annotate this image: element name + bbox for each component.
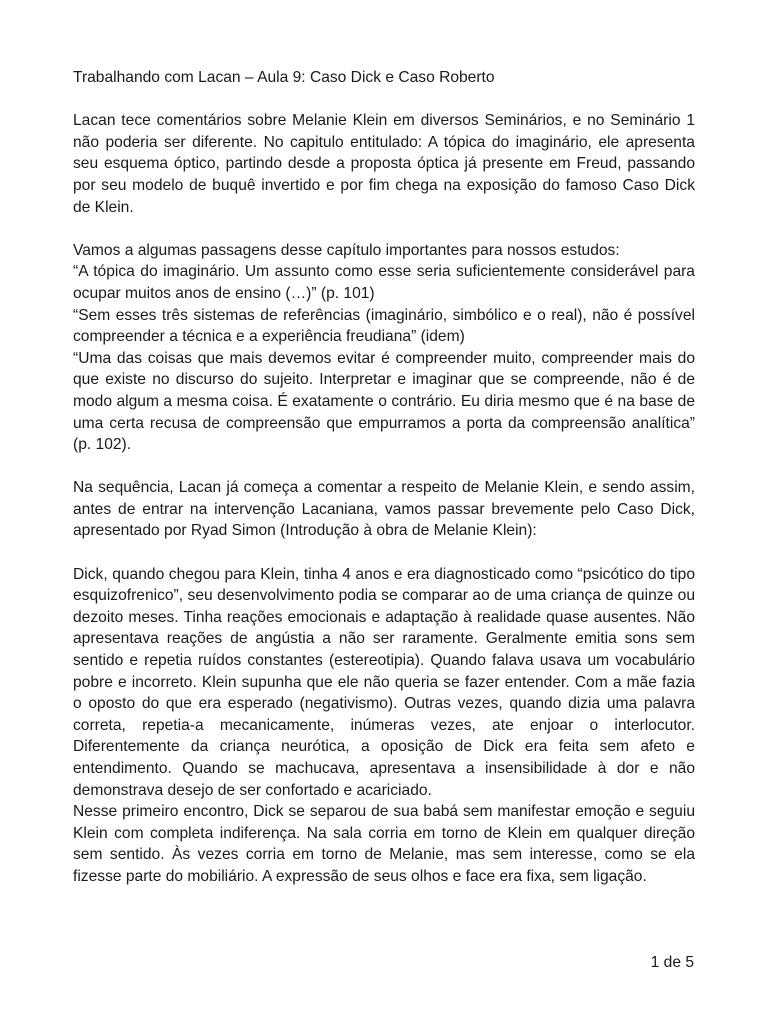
quote-topica-imaginario: “A tópica do imaginário. Um assunto como esse seria suficientemente considerável para ocupar muitos anos de ensino (…)” (p. 101) [73,263,695,302]
paragraph-intro: Lacan tece comentários sobre Melanie Klein em diversos Seminários, e no Seminário 1 não poderia ser diferente. No capitulo entitulado: A tópica do imaginário, ele apresenta seu esquema óptico, partindo desde a proposta óptica já presente em Freud, passando por seu modelo de buquê invertido e por fim chega na exposição do famoso Caso Dick de Klein. [73,112,695,216]
document-title: Trabalhando com Lacan – Aula 9: Caso Dick e Caso Roberto [73,69,495,86]
quote-tres-sistemas: “Sem esses três sistemas de referências (imaginário, simbólico e o real), não é possível compreender a técnica e a experiência freudiana” (idem) [73,306,695,346]
document-page [73,67,695,888]
paragraph-passages-intro: Vamos a algumas passagens desse capítulo importantes para nossos estudos: [73,241,620,259]
paragraph-primeiro-encontro: Nesse primeiro encontro, Dick se separou de sua babá sem manifestar emoção e seguiu Klein com completa indiferença. Na sala corria em torno de Klein em qualquer direção sem sentido. Às vezes corria em torno de Melanie, mas sem interesse, como se ela fizesse parte do mobiliário. A expressão de seus olhos e face era fixa, sem ligação. [73,803,695,885]
paragraph-caso-dick: Dick, quando chegou para Klein, tinha 4 anos e era diagnosticado como “psicótico do tipo esquizofrenico”, seu desenvolvimento podia se comparar ao de uma criança de quinze ou dezoito meses. Tinha reações emocionais e adaptação à realidade quase ausentes. Não apresentava reações de angústia a não ser raramente. Geralmente emitia sons sem sentido e repetia ruídos constantes (estereotipia). Quando falava usava um vocabulário pobre e incorreto. Klein supunha que ele não queria se fazer entender. Com a mãe fazia o oposto do que era esperado (negativismo). Outras vezes, quando dizia uma palavra correta, repetia-a mecanicamente, inúmeras vezes, ate enjoar o interlocutor. Diferentemente da criança neurótica, a oposição de Dick era feita sem afeto e entendimento. Quando se machucava, apresentava a insensibilidade à dor e não demonstrava desejo de ser confortado e acariciado. [73,565,695,799]
paragraph-sequencia: Na sequência, Lacan já começa a comentar a respeito de Melanie Klein, e sendo assim, antes de entrar na intervenção Lacaniana, vamos passar brevemente pelo Caso Dick, apresentado por Ryad Simon (Introdução à obra de Melanie Klein): [73,479,695,540]
page-number: 1 de 5 [650,954,694,971]
quote-compreender: “Uma das coisas que mais devemos evitar é compreender muito, compreender mais do que existe no discurso do sujeito. Interpretar e imaginar que se compreende, não é de modo algum a mesma coisa. É exatamente o contrário. Eu diria mesmo que é na base de uma certa recusa de compreensão que empurramos a porta da compreensão analítica” (p. 102). [73,349,695,454]
